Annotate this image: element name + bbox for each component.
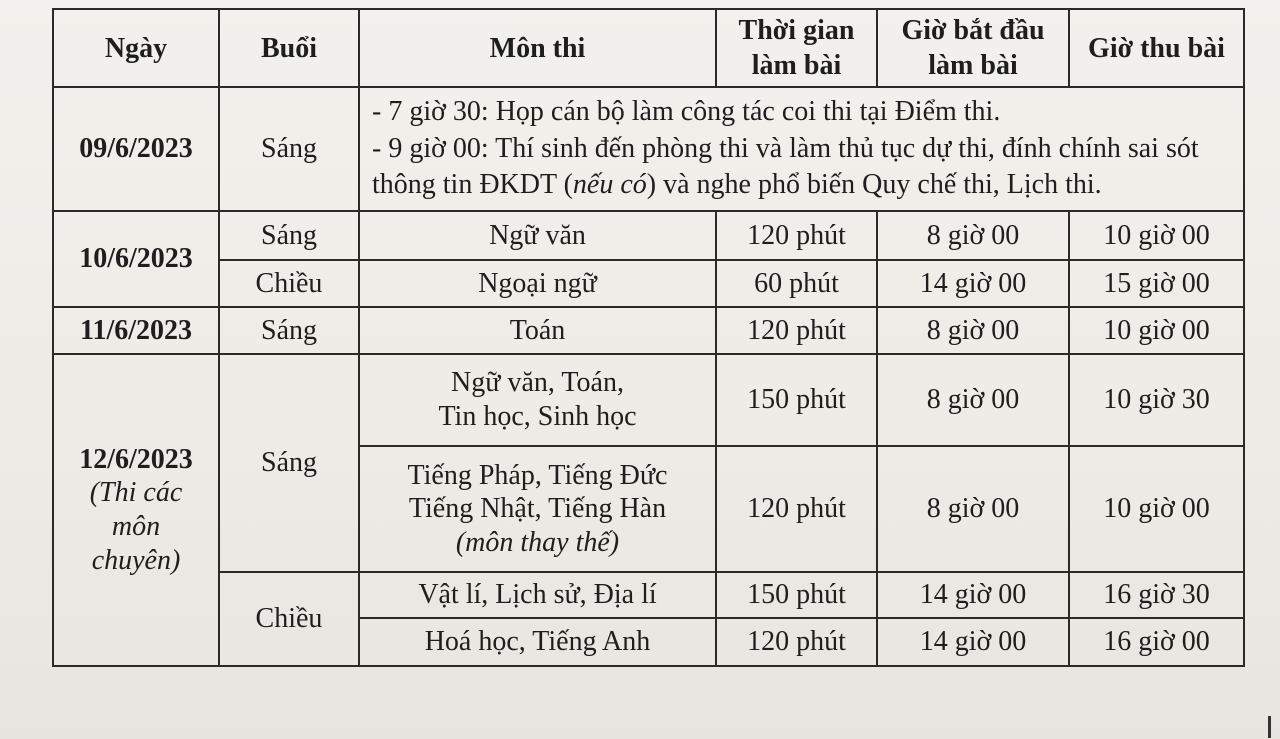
header-gio-thu-bai: Giờ thu bài	[1069, 9, 1244, 87]
session-cell: Sáng	[219, 211, 359, 260]
start-time-cell: 14 giờ 00	[877, 260, 1069, 307]
end-time-cell: 10 giờ 00	[1069, 307, 1244, 354]
header-buoi: Buổi	[219, 9, 359, 87]
duration-cell: 150 phút	[716, 354, 877, 446]
table-row	[53, 211, 1244, 260]
session-cell: Sáng	[219, 354, 359, 572]
procedure-note	[359, 87, 1244, 211]
subject-note: (môn thay thế)	[455, 526, 620, 558]
table-row	[53, 307, 1244, 354]
date-cell: 09/6/2023	[53, 87, 219, 211]
subject-line: Tin học, Sinh học	[438, 401, 637, 432]
duration-cell: 60 phút	[716, 260, 877, 307]
header-gio-bat-dau: Giờ bắt đầu làm bài	[877, 9, 1069, 87]
session-cell: Chiều	[219, 260, 359, 307]
subject-line: Tiếng Pháp, Tiếng Đức	[407, 459, 668, 491]
header-thoi-gian: Thời gian làm bài	[716, 9, 877, 87]
date-note: (Thi các môn chuyên)	[89, 477, 183, 576]
subject-cell	[359, 446, 716, 572]
session-cell: Sáng	[219, 87, 359, 211]
end-time-cell: 15 giờ 00	[1069, 260, 1244, 307]
date-cell: 10/6/2023	[53, 211, 219, 307]
end-time-cell: 16 giờ 30	[1069, 572, 1244, 618]
subject-line: Ngữ văn, Toán,	[451, 367, 624, 399]
note-text: ) và nghe phổ biến Quy chế thi, Lịch thi.	[646, 169, 1102, 201]
page-edge-mark	[1268, 716, 1271, 738]
table-row	[53, 260, 1244, 307]
end-time-cell: 10 giờ 00	[1069, 211, 1244, 260]
duration-cell: 120 phút	[716, 618, 877, 666]
header-row	[53, 9, 1244, 87]
end-time-cell: 10 giờ 30	[1069, 354, 1244, 446]
date-text: 12/6/2023	[79, 443, 193, 475]
subject-cell: Hoá học, Tiếng Anh	[359, 618, 716, 666]
end-time-cell: 16 giờ 00	[1069, 618, 1244, 666]
table-row	[53, 87, 1244, 211]
table-row	[53, 572, 1244, 618]
duration-cell: 120 phút	[716, 307, 877, 354]
subject-cell: Vật lí, Lịch sử, Địa lí	[359, 572, 716, 618]
session-cell: Chiều	[219, 572, 359, 666]
header-mon-thi: Môn thi	[359, 9, 716, 87]
duration-cell: 120 phút	[716, 446, 877, 572]
start-time-cell: 14 giờ 00	[877, 618, 1069, 666]
start-time-cell: 8 giờ 00	[877, 307, 1069, 354]
start-time-cell: 8 giờ 00	[877, 211, 1069, 260]
start-time-cell: 8 giờ 00	[877, 446, 1069, 572]
subject-cell: Toán	[359, 307, 716, 354]
note-text: - 9 giờ 00: Thí sinh đến phòng thi và làm thủ tục dự thi, đính chính sai sót thông tin ĐKDT (	[372, 132, 1199, 201]
note-line: - 7 giờ 30: Họp cán bộ làm công tác coi thi tại Điểm thi.	[372, 96, 1001, 128]
subject-cell: Ngoại ngữ	[359, 260, 716, 307]
table-row	[53, 354, 1244, 446]
date-cell	[53, 354, 219, 666]
note-italic-text: nếu có	[572, 169, 647, 201]
date-cell: 11/6/2023	[53, 307, 219, 354]
note-line	[372, 131, 1235, 204]
duration-cell: 120 phút	[716, 211, 877, 260]
exam-schedule-table	[52, 8, 1245, 667]
start-time-cell: 14 giờ 00	[877, 572, 1069, 618]
subject-cell	[359, 354, 716, 446]
header-ngay: Ngày	[53, 9, 219, 87]
subject-cell: Ngữ văn	[359, 211, 716, 260]
end-time-cell: 10 giờ 00	[1069, 446, 1244, 572]
start-time-cell: 8 giờ 00	[877, 354, 1069, 446]
duration-cell: 150 phút	[716, 572, 877, 618]
subject-line: Tiếng Nhật, Tiếng Hàn	[408, 493, 667, 525]
session-cell: Sáng	[219, 307, 359, 354]
